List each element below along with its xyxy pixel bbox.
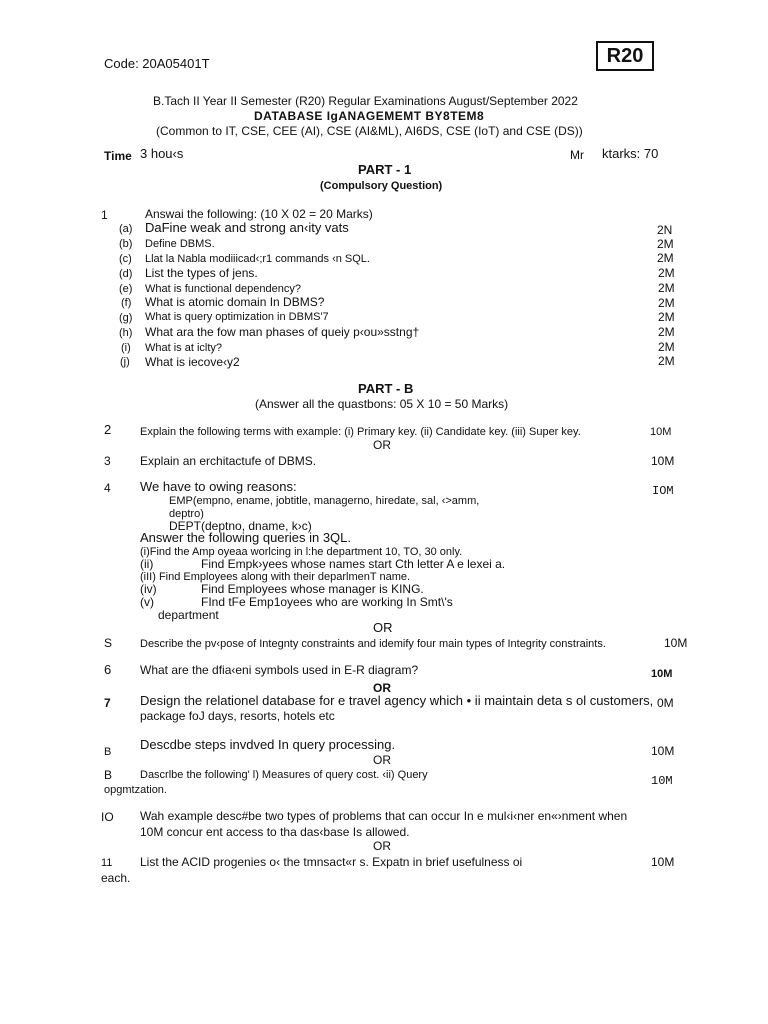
q4-sub-i: (i)Find the Amp oyeaa worlcing in l:he department 10, TO, 30 only.	[140, 546, 463, 558]
part-b-title: PART - B	[358, 381, 414, 396]
item-text: What ara the fow man phases of queiy p‹ou»sstng†	[145, 325, 420, 339]
q4-sub-iv-label: (iv)	[140, 582, 157, 596]
item-text: List the types of jens.	[145, 266, 258, 280]
item-marks: 2M	[658, 281, 675, 295]
q4-sub-v-cont: department	[158, 608, 219, 622]
q7-text-cont: package foJ days, resorts, hotels etc	[140, 709, 335, 723]
item-text: What is atomic domain In DBMS?	[145, 295, 325, 309]
item-marks: 2M	[657, 251, 674, 265]
item-label: (f)	[121, 297, 132, 309]
q10-text-cont: 10M concur ent access to tha das‹base Is allowed.	[140, 825, 410, 839]
item-marks: 2M	[658, 354, 675, 368]
or-separator: OR	[373, 438, 391, 452]
q6-text: What are the dfia‹eni symbols used in E-R diagram?	[140, 663, 419, 677]
item-marks: 2M	[657, 237, 674, 251]
q11-number: 11	[101, 857, 113, 869]
item-marks: 2M	[658, 310, 675, 324]
item-text: What is functional dependency?	[145, 283, 301, 295]
item-text: Llat la Nabla modiiicad‹;r1 commands ‹n SQL.	[145, 253, 370, 265]
q4-sub-iv: Find Employees whose manager is KING.	[201, 582, 424, 596]
q11-text: List the ACID progenies o‹ the tmnsact«r s. Expatn in brief usefulness oi	[140, 855, 523, 869]
item-marks: 2M	[658, 340, 675, 354]
q7-marks: 0M	[657, 696, 674, 710]
item-label: (b)	[119, 238, 133, 250]
q3-marks: 10M	[651, 454, 675, 468]
item-label: (j)	[120, 356, 130, 368]
part-b-subtitle: (Answer all the quastbons: 05 X 10 = 50 Marks)	[255, 397, 509, 411]
q10-number: IO	[101, 810, 114, 824]
item-text: What is iecove‹y2	[145, 355, 240, 369]
q7-text: Design the relationel database for e travel agency which • ii maintain deta s ol customers,	[140, 693, 654, 708]
item-text: What is at iclty?	[145, 342, 223, 354]
item-label: (i)	[121, 342, 131, 354]
part-a-title: PART - 1	[358, 162, 412, 177]
or-separator: OR	[373, 839, 391, 853]
q11-text-cont: each.	[101, 871, 131, 885]
item-marks: 2M	[658, 266, 675, 280]
q8-marks: 10M	[651, 744, 675, 758]
item-label: (c)	[119, 253, 132, 265]
q4-intro: We have to owing reasons:	[140, 479, 297, 494]
q4-sub-v-label: (v)	[140, 595, 154, 609]
q4-answer-instruction: Answer the following queries in 3QL.	[140, 530, 352, 545]
time-value: 3 hou‹s	[140, 146, 184, 161]
max-marks-value: ktarks: 70	[602, 146, 659, 161]
item-text: What is query optimization in DBMS'7	[145, 311, 329, 323]
q4-sub-ii: Find Empk›yees whose names start Cth letter A e lexei a.	[201, 557, 506, 571]
q4-sub-v: FInd tFe Emp1oyees who are working In Smt\'s	[201, 595, 453, 609]
item-text: DaFine weak and strong an‹ity vats	[145, 220, 349, 235]
or-separator: OR	[373, 620, 393, 635]
exam-title-line: B.Tach II Year II Semester (R20) Regular Examinations August/September 2022	[153, 94, 578, 108]
item-label: (e)	[119, 283, 133, 295]
item-text: Define DBMS.	[145, 238, 215, 250]
item-label: (a)	[119, 223, 133, 235]
q5-number: S	[104, 636, 113, 650]
q5-text: Describe the pv‹pose of Integnty constraints and idemify four main types of Integrity constraints.	[140, 638, 606, 650]
q4-emp-schema: EMP(empno, ename, jobtitle, managerno, hiredate, sal, ‹>amm,	[169, 495, 480, 507]
item-label: (g)	[119, 312, 133, 324]
q6-marks: 10M	[651, 668, 673, 680]
q4-sub-ii-label: (ii)	[140, 557, 154, 571]
q8-text: Descdbe steps invdved In query processing.	[140, 737, 396, 752]
q5-marks: 10M	[664, 636, 688, 650]
q8-number: B	[104, 746, 112, 758]
part-a-instruction: Answai the following: (10 X 02 = 20 Marks)	[145, 207, 373, 221]
item-marks: 2N	[657, 223, 673, 237]
item-label: (h)	[119, 327, 133, 339]
q4-emp-schema-cont: deptro)	[169, 508, 204, 520]
q11-marks: 10M	[651, 855, 675, 869]
q2-marks: 10M	[650, 426, 672, 438]
q4-number: 4	[104, 481, 111, 495]
max-marks-label: Mr	[570, 148, 584, 162]
q3-number: 3	[104, 454, 111, 468]
q10-text: Wah example desc#be two types of problems that can occur In e mul‹i‹ner en«›nment when	[140, 809, 628, 823]
part-a-subtitle: (Compulsory Question)	[320, 180, 443, 192]
q7-number: 7	[104, 696, 111, 710]
q9-text: Dascrlbe the following' l) Measures of query cost. ‹ii) Query	[140, 769, 428, 781]
item-label: (d)	[119, 268, 133, 280]
q6-number: 6	[104, 662, 112, 677]
subject-title: DATABASE IgANAGEMEMT BY8TEM8	[254, 109, 485, 123]
exam-code: Code: 20A05401T	[104, 56, 210, 71]
or-separator: OR	[373, 681, 391, 695]
regulation-badge: R20	[596, 41, 654, 71]
time-label: Time	[104, 149, 132, 163]
q3-text: Explain an erchitactufe of DBMS.	[140, 454, 317, 468]
q2-text: Explain the following terms with example: (i) Primary key. (ii) Candidate key. (iii) Super key.	[140, 426, 581, 438]
item-marks: 2M	[658, 296, 675, 310]
q9-number: B	[104, 768, 113, 782]
or-separator: OR	[373, 753, 391, 767]
common-to-line: (Common to IT, CSE, CEE (AI), CSE (AI&ML), AI6DS, CSE (IoT) and CSE (DS))	[156, 124, 583, 138]
q4-sub-iii: (iII) Find Employees along with their deparlmenT name.	[140, 571, 411, 583]
item-marks: 2M	[658, 325, 675, 339]
question-number: 1	[101, 208, 108, 222]
q4-dept-schema: DEPT(deptno, dname, k›c)	[169, 519, 312, 533]
q4-marks: IOM	[652, 484, 674, 498]
q9-marks: 10M	[651, 774, 673, 788]
q9-text-cont: opgmtzation.	[104, 784, 167, 796]
q2-number: 2	[104, 422, 112, 437]
